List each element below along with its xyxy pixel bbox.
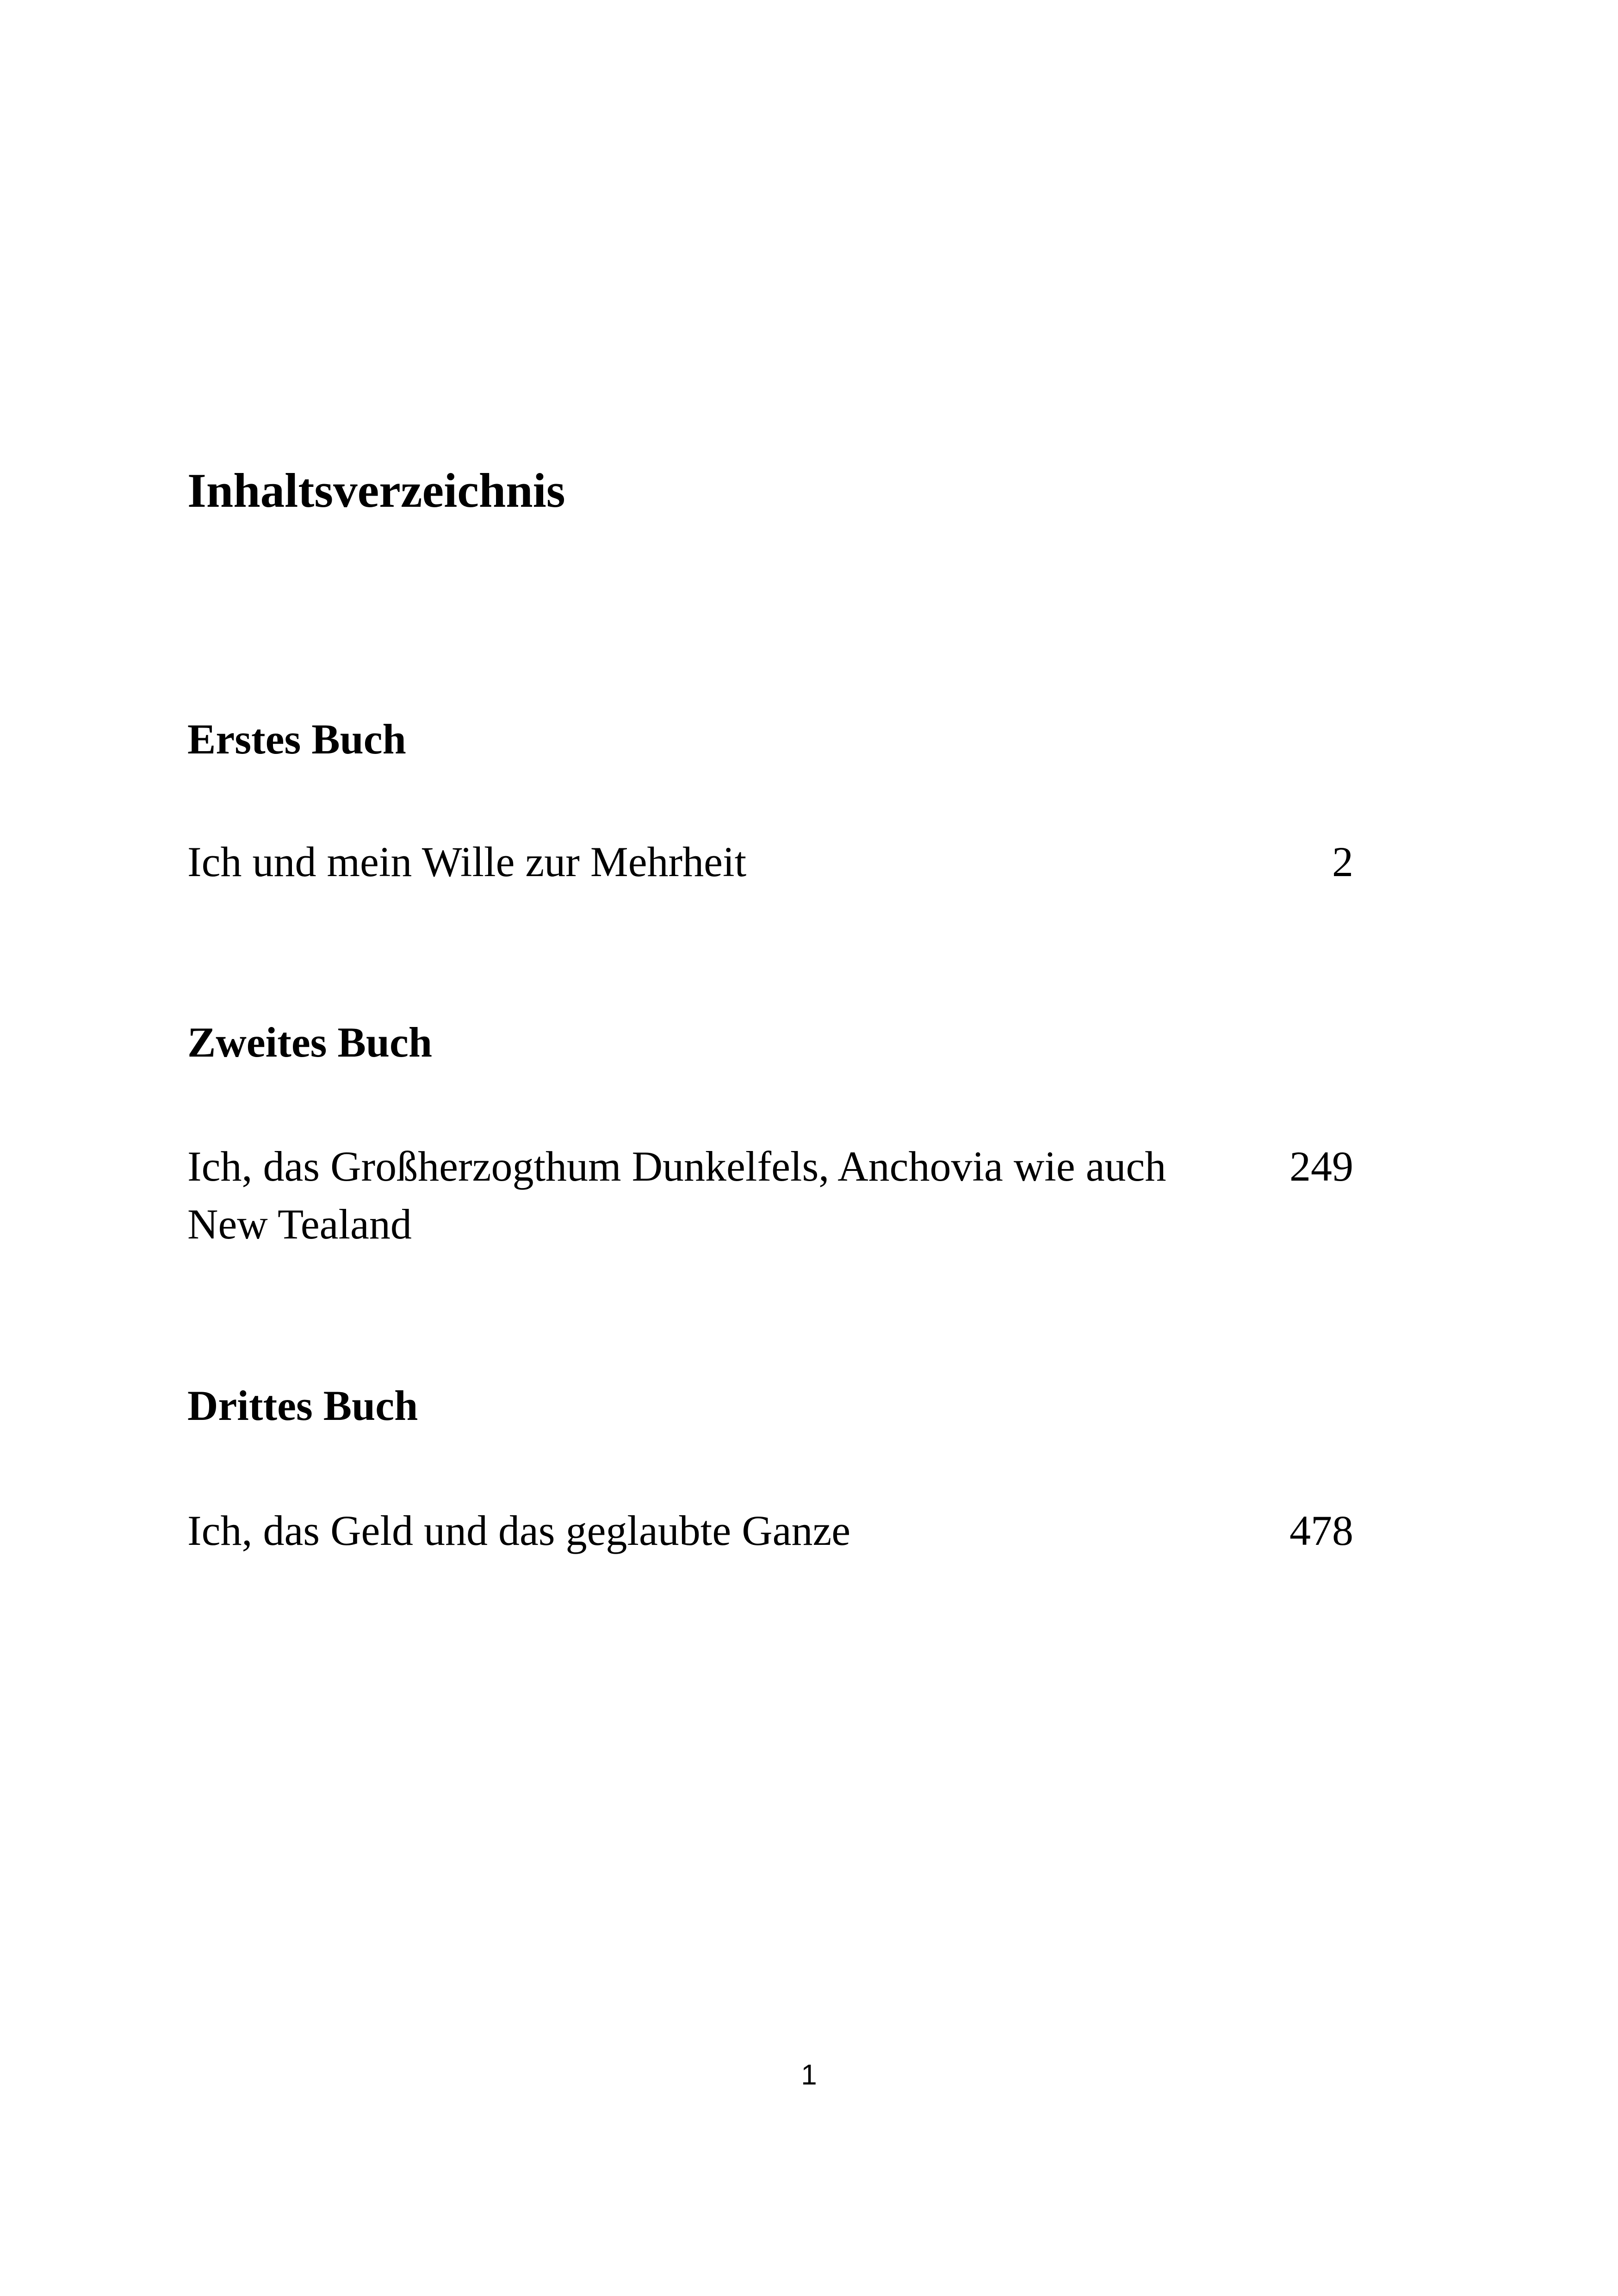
book-heading-drittes-buch: Drittes Buch	[187, 1382, 418, 1429]
toc-entry-zweites-buch	[187, 1138, 1353, 1258]
book-heading-zweites-buch: Zweites Buch	[187, 1019, 432, 1066]
toc-entry-page-number: 249	[1289, 1143, 1353, 1190]
toc-entry-page-number: 2	[1332, 838, 1353, 885]
book-heading-erstes-buch: Erstes Buch	[187, 716, 406, 763]
toc-entry-title: Ich, das Geld und das geglaubte Ganze	[187, 1507, 851, 1554]
toc-entry-page-number: 478	[1289, 1507, 1353, 1554]
toc-entry-erstes-buch	[187, 833, 1353, 893]
footer-page-number: 1	[801, 2059, 817, 2091]
toc-entry-title: Ich und mein Wille zur Mehrheit	[187, 838, 747, 885]
toc-entry-title: Ich, das Großherzogthum Dunkelfels, Anchovia wie auch New Tealand	[187, 1143, 1166, 1248]
table-of-contents-title: Inhaltsverzeichnis	[187, 463, 565, 517]
toc-entry-drittes-buch	[187, 1502, 1353, 1562]
